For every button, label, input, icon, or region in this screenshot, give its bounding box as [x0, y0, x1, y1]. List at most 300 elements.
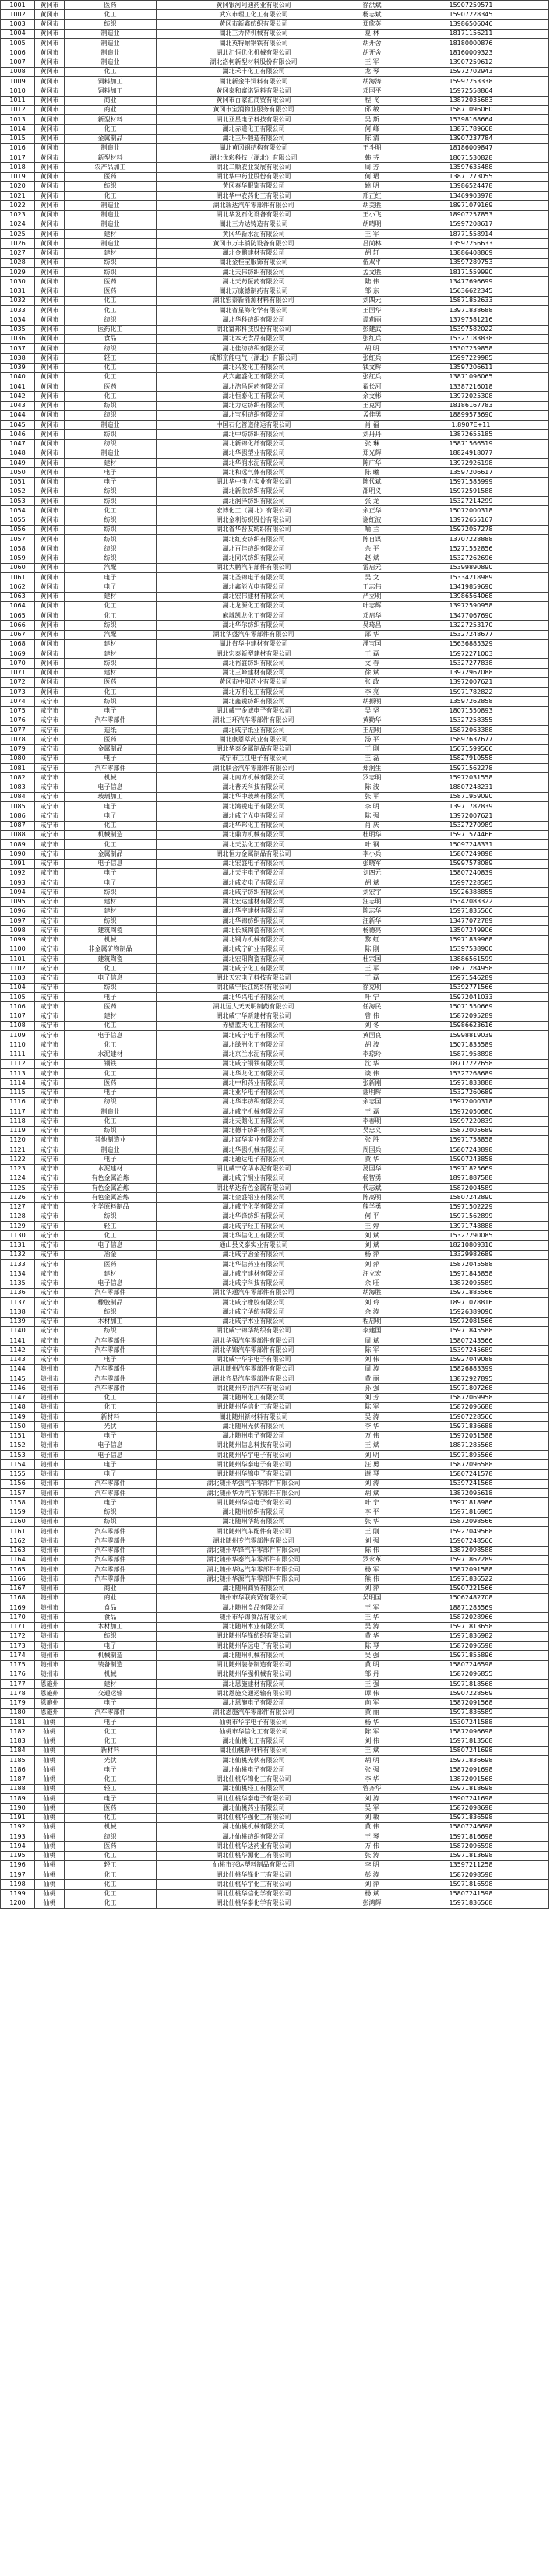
company-name-cell: 黄冈泰和富诺饲料有限公司	[157, 86, 351, 96]
phone-cell: 13972967088	[393, 668, 549, 677]
industry-cell: 制造业	[65, 220, 157, 229]
phone-cell: 15397241568	[393, 1479, 549, 1488]
city-cell: 黄冈市	[35, 430, 65, 439]
row-number: 1113	[1, 1069, 35, 1079]
row-number: 1184	[1, 1746, 35, 1755]
company-name-cell: 湖北华盛汽车零部件有限公司	[157, 630, 351, 639]
row-number: 1082	[1, 773, 35, 783]
table-row	[1, 1746, 549, 1755]
row-number: 1017	[1, 153, 35, 163]
city-cell: 咸宁市	[35, 1097, 65, 1107]
contact-cell: 杨智勇	[351, 1174, 393, 1183]
industry-cell: 制造业	[65, 201, 157, 210]
row-number: 1105	[1, 993, 35, 1002]
company-name-cell: 湖北随州机械有限公司	[157, 1651, 351, 1660]
company-name-cell: 湖北仙桃机械有限公司	[157, 1822, 351, 1832]
phone-cell: 15871566519	[393, 439, 549, 449]
industry-cell: 化工	[65, 1402, 157, 1412]
row-number: 1130	[1, 1231, 35, 1240]
phone-cell: 15971813568	[393, 1737, 549, 1746]
city-cell: 随州市	[35, 1441, 65, 1450]
city-cell: 咸宁市	[35, 1164, 65, 1174]
table-row	[1, 1889, 549, 1899]
phone-cell: 15972057278	[393, 525, 549, 534]
table-row	[1, 1269, 549, 1279]
company-name-cell: 湖北咸宁钢铁有限公司	[157, 1059, 351, 1068]
company-name-cell: 湖北鑫锐纺织有限公司	[157, 697, 351, 706]
row-number: 1063	[1, 592, 35, 601]
row-number: 1090	[1, 850, 35, 859]
table-row	[1, 430, 549, 439]
phone-cell: 15972051588	[393, 1431, 549, 1441]
table-row	[1, 1508, 549, 1517]
contact-cell: 刘 涛	[351, 1479, 393, 1488]
row-number: 1048	[1, 449, 35, 458]
city-cell: 黄冈市	[35, 153, 65, 163]
city-cell: 黄冈市	[35, 363, 65, 372]
phone-cell: 13986506046	[393, 19, 549, 29]
row-number: 1102	[1, 964, 35, 973]
city-cell: 恩施州	[35, 1689, 65, 1698]
contact-cell: 刘四元	[351, 296, 393, 305]
industry-cell: 化工	[65, 1727, 157, 1737]
city-cell: 仙桃	[35, 1756, 65, 1765]
row-number: 1140	[1, 1326, 35, 1336]
industry-cell: 造纸	[65, 726, 157, 735]
contact-cell: 谢 琴	[351, 1469, 393, 1479]
phone-cell: 1.8907E+11	[393, 421, 549, 430]
industry-cell: 电子信息	[65, 1279, 157, 1288]
contact-cell: 潘宝国	[351, 639, 393, 649]
contact-cell: 徐克明	[351, 983, 393, 992]
table-row	[1, 1250, 549, 1259]
company-name-cell: 湖北华润水泥有限公司	[157, 459, 351, 468]
company-name-cell: 湖北富邦科技股份有限公司	[157, 325, 351, 334]
table-row	[1, 983, 549, 992]
table-row	[1, 181, 549, 191]
row-number: 1158	[1, 1498, 35, 1508]
contact-cell: 黄 华	[351, 1631, 393, 1641]
contact-cell: 谭 伟	[351, 1689, 393, 1698]
industry-cell: 纺织	[65, 1631, 157, 1641]
phone-cell: 15097248331	[393, 840, 549, 850]
industry-cell: 金属制品	[65, 134, 157, 143]
contact-cell: 刘 玲	[351, 1298, 393, 1307]
row-number: 1054	[1, 506, 35, 516]
contact-cell: 郑润生	[351, 764, 393, 773]
phone-cell: 15872045588	[393, 1260, 549, 1269]
company-name-cell: 湖北仙桃华达药业有限公司	[157, 1842, 351, 1851]
industry-cell: 汽车零部件	[65, 1527, 157, 1536]
row-number: 1122	[1, 1155, 35, 1164]
contact-cell: 吴明国	[351, 1593, 393, 1603]
phone-cell: 15971574466	[393, 830, 549, 839]
city-cell: 黄冈市	[35, 582, 65, 592]
industry-cell: 纺织	[65, 344, 157, 354]
phone-cell: 15971782822	[393, 688, 549, 697]
contact-cell: 夏 林	[351, 29, 393, 38]
contact-cell: 郑光辉	[351, 449, 393, 458]
industry-cell: 非金属矿物制品	[65, 945, 157, 954]
contact-cell: 胡晴明	[351, 220, 393, 229]
row-number: 1147	[1, 1393, 35, 1402]
contact-cell: 胡 明	[351, 1756, 393, 1765]
city-cell: 随州市	[35, 1527, 65, 1536]
company-name-cell: 湖北华邦化工有限公司	[157, 821, 351, 830]
city-cell: 咸宁市	[35, 897, 65, 906]
industry-cell: 机械	[65, 1670, 157, 1679]
row-number: 1013	[1, 115, 35, 125]
city-cell: 咸宁市	[35, 754, 65, 763]
contact-cell: 彭 涛	[351, 1870, 393, 1880]
industry-cell: 电子	[65, 582, 157, 592]
row-number: 1016	[1, 143, 35, 153]
table-row	[1, 1097, 549, 1107]
table-row	[1, 830, 549, 839]
city-cell: 黄冈市	[35, 535, 65, 544]
phone-cell: 15636885329	[393, 639, 549, 649]
phone-cell: 13886561599	[393, 955, 549, 964]
row-number: 1169	[1, 1603, 35, 1613]
phone-cell: 15872098566	[393, 1517, 549, 1526]
city-cell: 黄冈市	[35, 105, 65, 114]
row-number: 1068	[1, 639, 35, 649]
city-cell: 咸宁市	[35, 1107, 65, 1117]
industry-cell: 制造业	[65, 48, 157, 58]
industry-cell: 建材	[65, 230, 157, 239]
phone-cell: 15972050680	[393, 1107, 549, 1117]
phone-cell: 18071530828	[393, 153, 549, 163]
city-cell: 黄冈市	[35, 563, 65, 572]
contact-cell: 吴忠义	[351, 1126, 393, 1135]
row-number: 1029	[1, 268, 35, 277]
city-cell: 黄冈市	[35, 487, 65, 496]
row-number: 1050	[1, 468, 35, 477]
company-name-cell: 湖北华中农药化工有限公司	[157, 192, 351, 201]
phone-cell: 15971585999	[393, 477, 549, 487]
industry-cell: 汽车零部件	[65, 1384, 157, 1393]
phone-cell: 15872091588	[393, 1565, 549, 1575]
row-number: 1022	[1, 201, 35, 210]
phone-cell: 15971862289	[393, 1555, 549, 1564]
row-number: 1126	[1, 1193, 35, 1202]
row-number: 1152	[1, 1441, 35, 1450]
contact-cell: 张红兵	[351, 372, 393, 382]
contact-cell: 吴 文	[351, 573, 393, 582]
phone-cell: 15334218989	[393, 573, 549, 582]
phone-cell: 13971782839	[393, 802, 549, 811]
row-number: 1123	[1, 1164, 35, 1174]
city-cell: 随州市	[35, 1431, 65, 1441]
table-row	[1, 10, 549, 19]
phone-cell: 15971816698	[393, 1832, 549, 1842]
phone-cell: 13971838688	[393, 306, 549, 315]
industry-cell: 饲料加工	[65, 77, 157, 86]
city-cell: 咸宁市	[35, 744, 65, 754]
contact-cell: 周 涛	[351, 1364, 393, 1374]
table-row	[1, 1546, 549, 1555]
company-name-cell: 湖北咸宁华新建材有限公司	[157, 1012, 351, 1021]
phone-cell: 13597211258	[393, 1860, 549, 1870]
industry-cell: 商业	[65, 105, 157, 114]
industry-cell: 电子信息	[65, 1031, 157, 1040]
company-name-cell: 黄冈市百家汇商贸有限公司	[157, 96, 351, 105]
contact-cell: 王 华	[351, 1613, 393, 1622]
city-cell: 黄冈市	[35, 325, 65, 334]
contact-cell: 吴 涛	[351, 1622, 393, 1631]
company-name-cell: 湖北华中药业股份有限公司	[157, 172, 351, 181]
row-number: 1042	[1, 392, 35, 401]
company-name-cell: 湖北华通汽车零部件有限公司	[157, 1288, 351, 1297]
industry-cell: 化工	[65, 1813, 157, 1822]
phone-cell: 13477072789	[393, 917, 549, 926]
phone-cell: 15907228569	[393, 1689, 549, 1698]
table-row	[1, 1117, 549, 1126]
industry-cell: 电子	[65, 1355, 157, 1364]
row-number: 1071	[1, 668, 35, 677]
phone-cell: 15397582022	[393, 325, 549, 334]
row-number: 1145	[1, 1374, 35, 1384]
phone-cell: 13597262858	[393, 697, 549, 706]
industry-cell: 纺织	[65, 19, 157, 29]
contact-cell: 张 华	[351, 1517, 393, 1526]
table-row	[1, 735, 549, 744]
phone-cell: 15872091568	[393, 1698, 549, 1708]
row-number: 1170	[1, 1613, 35, 1622]
phone-cell: 13507249906	[393, 926, 549, 935]
industry-cell: 金属制品	[65, 744, 157, 754]
city-cell: 咸宁市	[35, 1202, 65, 1212]
company-name-cell: 湖北宏盛电子有限公司	[157, 859, 351, 868]
phone-cell: 18971079169	[393, 201, 549, 210]
city-cell: 仙桃	[35, 1851, 65, 1860]
row-number: 1193	[1, 1832, 35, 1842]
industry-cell: 化工	[65, 506, 157, 516]
row-number: 1174	[1, 1651, 35, 1660]
company-name-cell: 赤壁蓝天化工有限公司	[157, 1021, 351, 1030]
city-cell: 黄冈市	[35, 230, 65, 239]
industry-cell: 医药	[65, 677, 157, 687]
contact-cell: 陈广华	[351, 459, 393, 468]
company-name-cell: 湖北新锦化纤有限公司	[157, 439, 351, 449]
phone-cell: 13971748888	[393, 1222, 549, 1231]
table-row	[1, 192, 549, 201]
table-row	[1, 630, 549, 639]
table-row	[1, 1842, 549, 1851]
industry-cell: 纺织	[65, 1307, 157, 1317]
row-number: 1142	[1, 1346, 35, 1355]
contact-cell: 张新刚	[351, 1079, 393, 1088]
city-cell: 咸宁市	[35, 983, 65, 992]
phone-cell: 13972025308	[393, 392, 549, 401]
company-name-cell: 仙桃市华信化工有限公司	[157, 1727, 351, 1737]
phone-cell: 15072000318	[393, 506, 549, 516]
contact-cell: 彭鸿辉	[351, 1899, 393, 1908]
row-number: 1121	[1, 1145, 35, 1155]
industry-cell: 医药	[65, 1, 157, 10]
contact-cell: 罗志明	[351, 773, 393, 783]
company-name-cell: 湖北咸宁金诚电子有限公司	[157, 706, 351, 716]
city-cell: 咸宁市	[35, 1326, 65, 1336]
table-row	[1, 1517, 549, 1526]
industry-cell: 橡胶制品	[65, 1298, 157, 1307]
row-number: 1034	[1, 315, 35, 325]
table-row	[1, 1718, 549, 1727]
table-row	[1, 783, 549, 792]
table-row	[1, 601, 549, 611]
row-number: 1117	[1, 1107, 35, 1117]
phone-cell: 15997578089	[393, 859, 549, 868]
table-row	[1, 1326, 549, 1336]
city-cell: 咸宁市	[35, 1212, 65, 1221]
contact-cell: 何 峰	[351, 125, 393, 134]
row-number: 1076	[1, 716, 35, 725]
contact-cell: 代志斌	[351, 1184, 393, 1193]
row-number: 1167	[1, 1584, 35, 1593]
phone-cell: 15872096688	[393, 1402, 549, 1412]
contact-cell: 王小飞	[351, 210, 393, 220]
phone-cell: 15342083322	[393, 897, 549, 906]
table-row	[1, 477, 549, 487]
city-cell: 黄冈市	[35, 115, 65, 125]
contact-cell: 叶 宁	[351, 993, 393, 1002]
company-name-cell: 湖北华锋纺织有限公司	[157, 1212, 351, 1221]
table-row	[1, 1431, 549, 1441]
company-name-cell: 湖北京兰水泥有限公司	[157, 1050, 351, 1059]
row-number: 1045	[1, 421, 35, 430]
city-cell: 黄冈市	[35, 421, 65, 430]
city-cell: 黄冈市	[35, 516, 65, 525]
company-name-cell: 湖北恩施交通运输有限公司	[157, 1689, 351, 1698]
row-number: 1005	[1, 39, 35, 48]
phone-cell: 13871273055	[393, 172, 549, 181]
industry-cell: 汽车零部件	[65, 716, 157, 725]
city-cell: 黄冈市	[35, 29, 65, 38]
phone-cell: 15397245689	[393, 1346, 549, 1355]
company-name-cell: 湖北普天科技有限公司	[157, 783, 351, 792]
industry-cell: 机械制造	[65, 830, 157, 839]
city-cell: 黄冈市	[35, 611, 65, 621]
contact-cell: 王斗明	[351, 143, 393, 153]
company-name-cell: 湖北咸宁机械有限公司	[157, 1107, 351, 1117]
company-name-cell: 湖北随州信息科技有限公司	[157, 1441, 351, 1450]
industry-cell: 有色金属冶炼	[65, 1184, 157, 1193]
row-number: 1098	[1, 926, 35, 935]
row-number: 1094	[1, 888, 35, 897]
company-name-cell: 湖北咸宁华宇电子有限公司	[157, 1355, 351, 1364]
contact-cell: 邹 丹	[351, 1670, 393, 1679]
city-cell: 咸宁市	[35, 821, 65, 830]
contact-cell: 叶 宁	[351, 1498, 393, 1508]
company-name-cell: 湖北随州汽车零部件有限公司	[157, 1364, 351, 1374]
contact-cell: 吴 涛	[351, 1413, 393, 1422]
table-row	[1, 754, 549, 763]
company-name-cell: 通山县义泰实业有限公司	[157, 1240, 351, 1250]
table-row	[1, 354, 549, 363]
industry-cell: 化工	[65, 372, 157, 382]
row-number: 1195	[1, 1851, 35, 1860]
table-row	[1, 1708, 549, 1717]
company-name-cell: 湖北瑞达汽车零部件有限公司	[157, 201, 351, 210]
company-name-cell: 湖北通达电子有限公司	[157, 1155, 351, 1164]
table-row	[1, 296, 549, 305]
phone-cell: 15971833888	[393, 1079, 549, 1088]
row-number: 1030	[1, 277, 35, 287]
contact-cell: 陆 伟	[351, 277, 393, 287]
table-row	[1, 1451, 549, 1460]
contact-cell: 陈 曦	[351, 468, 393, 477]
contact-cell: 汪新华	[351, 917, 393, 926]
industry-cell: 化工	[65, 1775, 157, 1784]
phone-cell: 15997228585	[393, 878, 549, 888]
phone-cell: 15636622345	[393, 287, 549, 296]
city-cell: 仙桃	[35, 1880, 65, 1889]
city-cell: 随州市	[35, 1422, 65, 1431]
company-name-cell: 湖北浩昌医药有限公司	[157, 382, 351, 392]
company-name-cell: 湖北红安纺织有限公司	[157, 535, 351, 544]
row-number: 1019	[1, 172, 35, 181]
table-row	[1, 1527, 549, 1536]
table-row	[1, 1880, 549, 1889]
company-name-cell: 宏博化工（湖北）有限公司	[157, 506, 351, 516]
phone-cell: 13227253170	[393, 621, 549, 630]
city-cell: 咸宁市	[35, 1059, 65, 1068]
contact-cell: 熊 伟	[351, 1575, 393, 1584]
table-row	[1, 1145, 549, 1155]
company-name-cell: 湖北咸宁矿业有限公司	[157, 945, 351, 954]
city-cell: 黄冈市	[35, 19, 65, 29]
row-number: 1085	[1, 802, 35, 811]
row-number: 1087	[1, 821, 35, 830]
phone-cell: 13597635488	[393, 163, 549, 172]
row-number: 1073	[1, 688, 35, 697]
table-row	[1, 1174, 549, 1183]
company-name-cell: 湖北天宏电子科技有限公司	[157, 973, 351, 983]
industry-cell: 电子	[65, 1460, 157, 1469]
phone-cell: 15827910558	[393, 754, 549, 763]
table-row	[1, 1851, 549, 1860]
row-number: 1049	[1, 459, 35, 468]
contact-cell: 胡开舍	[351, 39, 393, 48]
table-row	[1, 964, 549, 973]
row-number: 1061	[1, 573, 35, 582]
city-cell: 咸宁市	[35, 1307, 65, 1317]
city-cell: 黄冈市	[35, 639, 65, 649]
company-name-cell: 湖北天鹅化工有限公司	[157, 1117, 351, 1126]
industry-cell: 化工	[65, 1737, 157, 1746]
city-cell: 随州市	[35, 1384, 65, 1393]
contact-cell: 胡 明	[351, 344, 393, 354]
industry-cell: 纺织	[65, 525, 157, 534]
contact-cell: 陈高明	[351, 1193, 393, 1202]
phone-cell: 15971825669	[393, 1164, 549, 1174]
table-row	[1, 1107, 549, 1117]
company-name-cell: 湖北随州华远电子有限公司	[157, 1642, 351, 1651]
contact-cell: 邵明义	[351, 487, 393, 496]
phone-cell: 15972702943	[393, 67, 549, 76]
company-name-cell: 湖北随州华强汽车零部件有限公司	[157, 1479, 351, 1488]
company-name-cell: 湖北恒泰化工有限公司	[157, 392, 351, 401]
company-name-cell: 湖北随州化工有限公司	[157, 1393, 351, 1402]
row-number: 1015	[1, 134, 35, 143]
row-number: 1181	[1, 1718, 35, 1727]
company-name-cell: 湖北力达纺织有限公司	[157, 401, 351, 410]
city-cell: 黄冈市	[35, 525, 65, 534]
phone-cell: 15872096855	[393, 1670, 549, 1679]
company-name-cell: 湖北洛柯新型材料股份有限公司	[157, 58, 351, 67]
city-cell: 随州市	[35, 1489, 65, 1498]
city-cell: 咸宁市	[35, 716, 65, 725]
